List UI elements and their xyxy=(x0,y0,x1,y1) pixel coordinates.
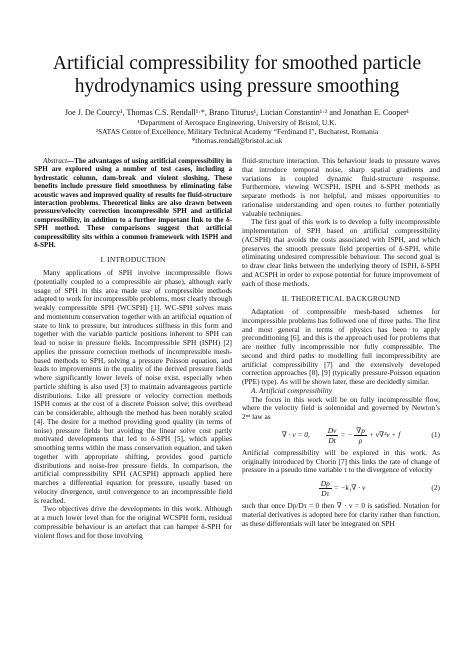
theory-paragraph-1: Adaptation of compressible mesh-based schemes for incompressible problems has followed one of three paths. The first and most general in terms of physics has been to apply preconditioning [6], and this is the approach used for problems that are neither fully incompressible nor fully compressible. The second and third paths to modelling full incompressibility are artificial compressibility [7] and the extensively developed correction approaches [8], [9] (typically pressure-Poisson equation (PPE) type). As will be shown later, these are decidedly similar. xyxy=(242,307,440,386)
eq2-fraction-dp-dtau xyxy=(319,479,332,498)
intro-paragraph-3: The first goal of this work is to develop a fully incompressible implementation of SPH based on artificial compressibility (ACSPH) that avoids the costs associated with ISPH, and which preserves the smooth pressure field properties of δ-SPH, while eliminating undesired compressible behaviour. The second goal is to draw clear links between the underlying theory of ISPH, δ-SPH and ACSPH in order to expose potential for future improvement of each of those methods. xyxy=(242,217,440,288)
eq1-fraction-gradp-rho xyxy=(354,426,367,445)
author-list: Joe J. De Courcy¹, Thomas C.S. Rendall¹·*, Brano Titurus¹, Lucian Constantin¹·² and Jonathan E. Cooper¹ xyxy=(64,108,410,117)
intro-paragraph-2: Two objectives drive the developments in this work. Although at a much lower level than for the original WCSPH form, residual compressible behaviour is an artefact that can hamper δ-SPH for violent flows and for those involving xyxy=(34,504,232,540)
intro-paragraph-1: Many applications of SPH involve incompressible flows (potentially coupled to a compressible air phase), although early usage of SPH in this area made use of compressible methods adapted to work for incompressible problems, most clearly through weakly compressible SPH (WCSPH) [1]. WC-SPH solves mass and momentum conservation together with an artificial equation of state to link to pressure, but introduces stiffness in this form and together with the variable particle positions inherent to SPH can lead to noise in pressure fields. Incompressible SPH (ISPH) [2] applies the pressure correction methods of incompressible mesh-based methods to SPH, solving a pressure Poisson equation, and leads to improvements in the quality of the derived pressure fields where significantly lower levels of noise exist, especially when particle shifting is also used [3] to maintain advantageous particle distributions. Like all pressure or velocity correction methods ISPH comes at the cost of a discrete Poisson solve; this overhead can be considerable, although the method has been notably scaled [4]. The desire for a method providing good quality (in terms of noise) pressure fields but avoiding the linear solve cost partly motivated developments that led to δ-SPH [5], which applies smoothing terms within the mass conservation equation, and taken together with appropriate shifting, provides good particle distributions and noise-free pressure fields. In comparison, the artificial compressibility SPH (ACSPH) approach applied here marches a differential equation for pressure, usually based on velocity divergence, until convergence to an incompressible field is reached. xyxy=(34,268,232,505)
section-heading-introduction: I. INTRODUCTION xyxy=(100,255,166,265)
contact-email: *thomas.rendall@bristol.ac.uk xyxy=(191,136,283,145)
equation-1 xyxy=(242,426,440,445)
eq2-num-dp: Dp xyxy=(320,479,330,488)
paper-title xyxy=(34,52,440,98)
left-column xyxy=(34,157,232,540)
eq2-den-dtau: Dτ xyxy=(321,489,330,498)
abstract-label: Abstract xyxy=(43,157,68,165)
section-heading-theory: II. THEORETICAL BACKGROUND xyxy=(281,294,401,304)
eq1-divergence: ∇ · v = 0, xyxy=(281,429,310,439)
eq1-num-dv: Dv xyxy=(327,425,337,435)
equation-2 xyxy=(242,479,440,498)
eq1-number: (1) xyxy=(431,429,440,439)
theory-paragraph-4: such that once Dp/Dτ = 0 then ∇ · v = 0 is satisfied. Notation for material derivatives is adopted here for clarity rather than function, as these differentials will later be integrated on SPH xyxy=(242,501,440,528)
title-line-1: Artificial compressibility for smoothed particle xyxy=(52,53,422,74)
eq1-den-dt: Dt xyxy=(328,435,336,445)
title-line-2: hydrodynamics using pressure smoothing xyxy=(74,76,400,97)
affiliation-2: ²SATAS Centre of Excellence, Military Technical Academy “Ferdinand I”, Bucharest, Romania xyxy=(95,127,379,136)
intro-paragraph-2-continued: fluid-structure interaction. This behaviour leads to pressure waves that introduce temporal noise, sharp spatial gradients and variations in coupled dynamic fluid-structure response. Furthermore, viewing WCSPH, ISPH and δ-SPH methods as separate methods is not helpful, and misses opportunities to rationalise understanding and open routes to further potentially valuable techniques. xyxy=(242,156,440,218)
subsection-heading-artificial-compressibility: A. Artificial compressibility xyxy=(251,385,332,395)
eq2-number: (2) xyxy=(431,483,440,493)
eq1-num-gradp: ∇p xyxy=(356,425,365,435)
theory-paragraph-3: Artificial compressibility will be explored in this work. As originally introduced by Chorin [7] this links the rate of change of pressure in a pseudo time variable τ to the divergence of velocity xyxy=(242,447,440,475)
eq1-remainder: + ν∇²v + f xyxy=(368,429,401,439)
affiliation-1: ¹Department of Aerospace Engineering, University of Bristol, U.K. xyxy=(137,118,337,127)
abstract xyxy=(34,157,232,249)
eq1-fraction-dv-dt xyxy=(326,426,339,445)
abstract-text: —The advantages of using artificial compressibility in SPH are explored using a number of test cases, including a hydrostatic column, dam-break and violent sloshing. These benefits include pressure field smoothness by eliminating false acoustic waves and improved quality of results for fluid-structure interaction problems. Theoretical links are also drawn between pressure/velocity correction incompressible SPH and artificial compressibility, in addition to a further important link to the δ-SPH method. These comparisons suggest that artificial compressibility sits within a common framework with ISPH and δ-SPH. xyxy=(34,157,232,250)
theory-paragraph-2: The focus in this work will be on fully incompressible flow, where the velocity field is solenoidal and governed by Newton’s 2ⁿᵈ law as xyxy=(242,394,440,421)
eq1-den-rho: ρ xyxy=(358,435,363,445)
eq2-remainder: = −k₁∇ · v xyxy=(333,483,366,493)
eq1-equals: = − xyxy=(340,429,353,439)
right-column xyxy=(242,157,440,540)
two-column-body xyxy=(34,157,440,540)
